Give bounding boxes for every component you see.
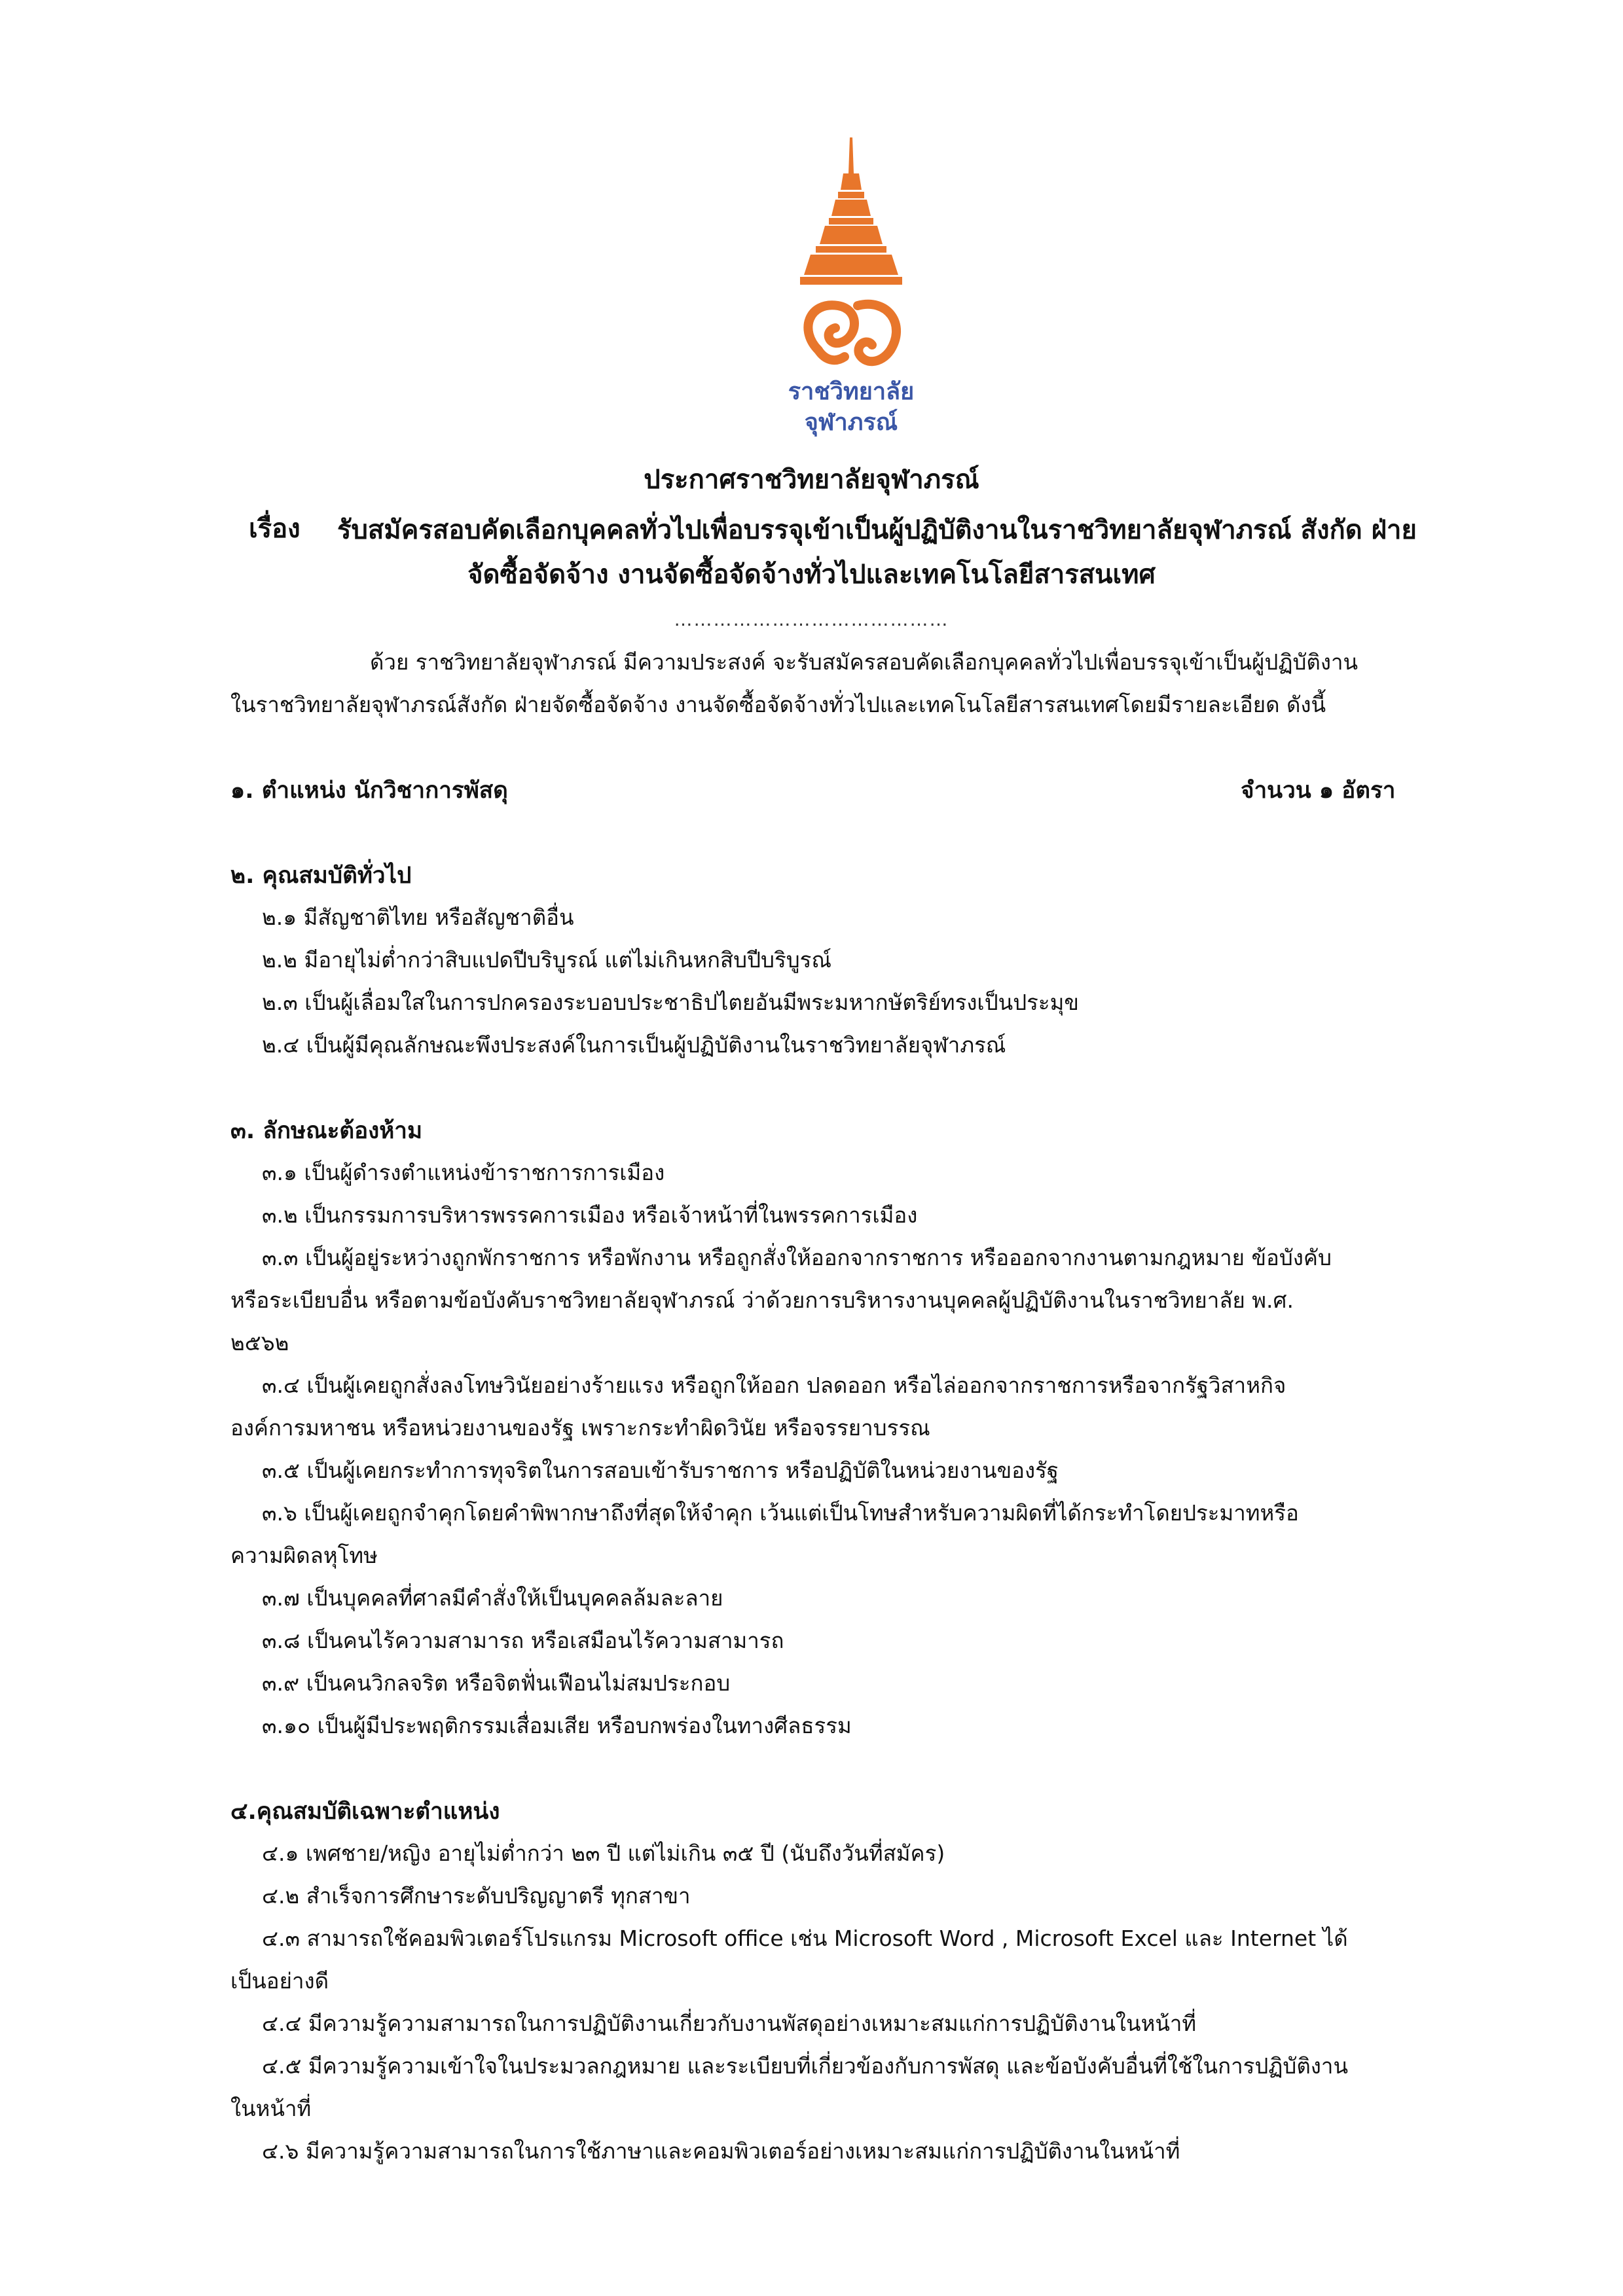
list-item-continuation: ความผิดลหุโทษ — [230, 1543, 378, 1568]
list-item: ๓.๓ เป็นผู้อยู่ระหว่างถูกพักราชการ หรือพักงาน หรือถูกสั่งให้ออกจากราชการ หรือออกจากงานตามกฎหมาย ข้อบังคับ — [262, 1245, 1332, 1270]
announcement-title: ประกาศราชวิทยาลัยจุฬาภรณ์ — [644, 465, 979, 495]
list-item: ๔.๔ มีความรู้ความสามารถในการปฏิบัติงานเกี่ยวกับงานพัสดุอย่างเหมาะสมแก่การปฏิบัติงานในหน้าที่ — [262, 2011, 1197, 2036]
position-count: จำนวน ๑ อัตรา — [1241, 778, 1396, 804]
list-item: ๓.๕ เป็นผู้เคยกระทำการทุจริตในการสอบเข้ารับราชการ หรือปฏิบัติในหน่วยงานของรัฐ — [262, 1458, 1059, 1483]
list-item: ๒.๑ มีสัญชาติไทย หรือสัญชาติอื่น — [262, 905, 574, 930]
list-item: ๓.๒ เป็นกรรมการบริหารพรรคการเมือง หรือเจ้าหน้าที่ในพรรคการเมือง — [262, 1202, 918, 1228]
subject-label: เรื่อง — [249, 514, 301, 544]
list-item: ๓.๗ เป็นบุคคลที่ศาลมีคำสั่งให้เป็นบุคคลล้มละลาย — [262, 1585, 723, 1611]
list-item: ๔.๓ สามารถใช้คอมพิวเตอร์โปรแกรม Microsoft office เช่น Microsoft Word , Microsoft Excel และ Internet ได้ — [262, 1926, 1348, 1951]
list-item: ๓.๑ เป็นผู้ดำรงตำแหน่งข้าราชการการเมือง — [262, 1160, 665, 1185]
section-4-heading: ๔.คุณสมบัติเฉพาะตำแหน่ง — [230, 1799, 500, 1825]
intro-line-1: ด้วย ราชวิทยาลัยจุฬาภรณ์ มีความประสงค์ จะรับสมัครสอบคัดเลือกบุคคลทั่วไปเพื่อบรรจุเข้าเป็นผู้ปฏิบัติงาน — [370, 649, 1359, 675]
section-2-heading: ๒. คุณสมบัติทั่วไป — [230, 863, 412, 889]
list-item: ๒.๔ เป็นผู้มีคุณลักษณะพึงประสงค์ในการเป็นผู้ปฏิบัติงานในราชวิทยาลัยจุฬาภรณ์ — [262, 1032, 1006, 1058]
list-item: ๓.๘ เป็นคนไร้ความสามารถ หรือเสมือนไร้ความสามารถ — [262, 1628, 784, 1653]
logo-label-line1: ราชวิทยาลัย — [788, 378, 915, 405]
list-item: ๒.๓ เป็นผู้เลื่อมใสในการปกครองระบอบประชาธิปไตยอันมีพระมหากษัตริย์ทรงเป็นประมุข — [262, 990, 1079, 1015]
college-logo — [773, 134, 930, 442]
list-item-continuation: เป็นอย่างดี — [230, 1968, 329, 1994]
list-item: ๔.๑ เพศชาย/หญิง อายุไม่ต่ำกว่า ๒๓ ปี แต่ไม่เกิน ๓๕ ปี (นับถึงวันที่สมัคร) — [262, 1840, 945, 1866]
section-3-heading: ๓. ลักษณะต้องห้าม — [230, 1118, 423, 1144]
logo-label-line2: จุฬาภรณ์ — [804, 409, 898, 436]
list-item: ๔.๒ สำเร็จการศึกษาระดับปริญญาตรี ทุกสาขา — [262, 1883, 691, 1909]
section-1-heading: ๑. ตำแหน่ง นักวิชาการพัสดุ — [230, 778, 508, 804]
separator-dots: …………………………………… — [674, 609, 949, 630]
intro-line-2: ในราชวิทยาลัยจุฬาภรณ์สังกัด ฝ่ายจัดซื้อจัดจ้าง งานจัดซื้อจัดจ้างทั่วไปและเทคโนโลยีสารสนเทศโดยมีรายละเอียด ดังนี้ — [230, 692, 1326, 717]
subject-line-1: รับสมัครสอบคัดเลือกบุคคลทั่วไปเพื่อบรรจุเข้าเป็นผู้ปฏิบัติงานในราชวิทยาลัยจุฬาภรณ์ สังกัด ฝ่าย — [337, 515, 1417, 545]
list-item-continuation: ๒๕๖๒ — [230, 1330, 289, 1355]
list-item-continuation: หรือระเบียบอื่น หรือตามข้อบังคับราชวิทยาลัยจุฬาภรณ์ ว่าด้วยการบริหารงานบุคคลผู้ปฏิบัติงานในราชวิทยาลัย พ.ศ. — [230, 1287, 1294, 1313]
list-item: ๓.๖ เป็นผู้เคยถูกจำคุกโดยคำพิพากษาถึงที่สุดให้จำคุก เว้นแต่เป็นโทษสำหรับความผิดที่ได้กระทำโดยประมาทหรือ — [262, 1500, 1299, 1526]
list-item: ๒.๒ มีอายุไม่ต่ำกว่าสิบแปดปีบริบูรณ์ แต่ไม่เกินหกสิบปีบริบูรณ์ — [262, 947, 832, 973]
list-item: ๔.๖ มีความรู้ความสามารถในการใช้ภาษาและคอมพิวเตอร์อย่างเหมาะสมแก่การปฏิบัติงานในหน้าที่ — [262, 2138, 1180, 2164]
subject-line-2: จัดซื้อจัดจ้าง งานจัดซื้อจัดจ้างทั่วไปและเทคโนโลยีสารสนเทศ — [467, 560, 1156, 590]
list-item: ๓.๔ เป็นผู้เคยถูกสั่งลงโทษวินัยอย่างร้ายแรง หรือถูกให้ออก ปลดออก หรือไล่ออกจากราชการหรือจากรัฐวิสาหกิจ — [262, 1372, 1286, 1398]
list-item-continuation: ในหน้าที่ — [230, 2096, 312, 2121]
crown-emblem-icon — [773, 134, 930, 442]
list-item: ๓.๑๐ เป็นผู้มีประพฤติกรรมเสื่อมเสีย หรือบกพร่องในทางศีลธรรม — [262, 1713, 852, 1738]
list-item-continuation: องค์การมหาชน หรือหน่วยงานของรัฐ เพราะกระทำผิดวินัย หรือจรรยาบรรณ — [230, 1415, 930, 1441]
list-item: ๔.๕ มีความรู้ความเข้าใจในประมวลกฎหมาย และระเบียบที่เกี่ยวข้องกับการพัสดุ และข้อบังคับอื่นที่ใช้ในการปฏิบัติงาน — [262, 2053, 1349, 2079]
list-item: ๓.๙ เป็นคนวิกลจริต หรือจิตฟั่นเฟือนไม่สมประกอบ — [262, 1670, 731, 1696]
